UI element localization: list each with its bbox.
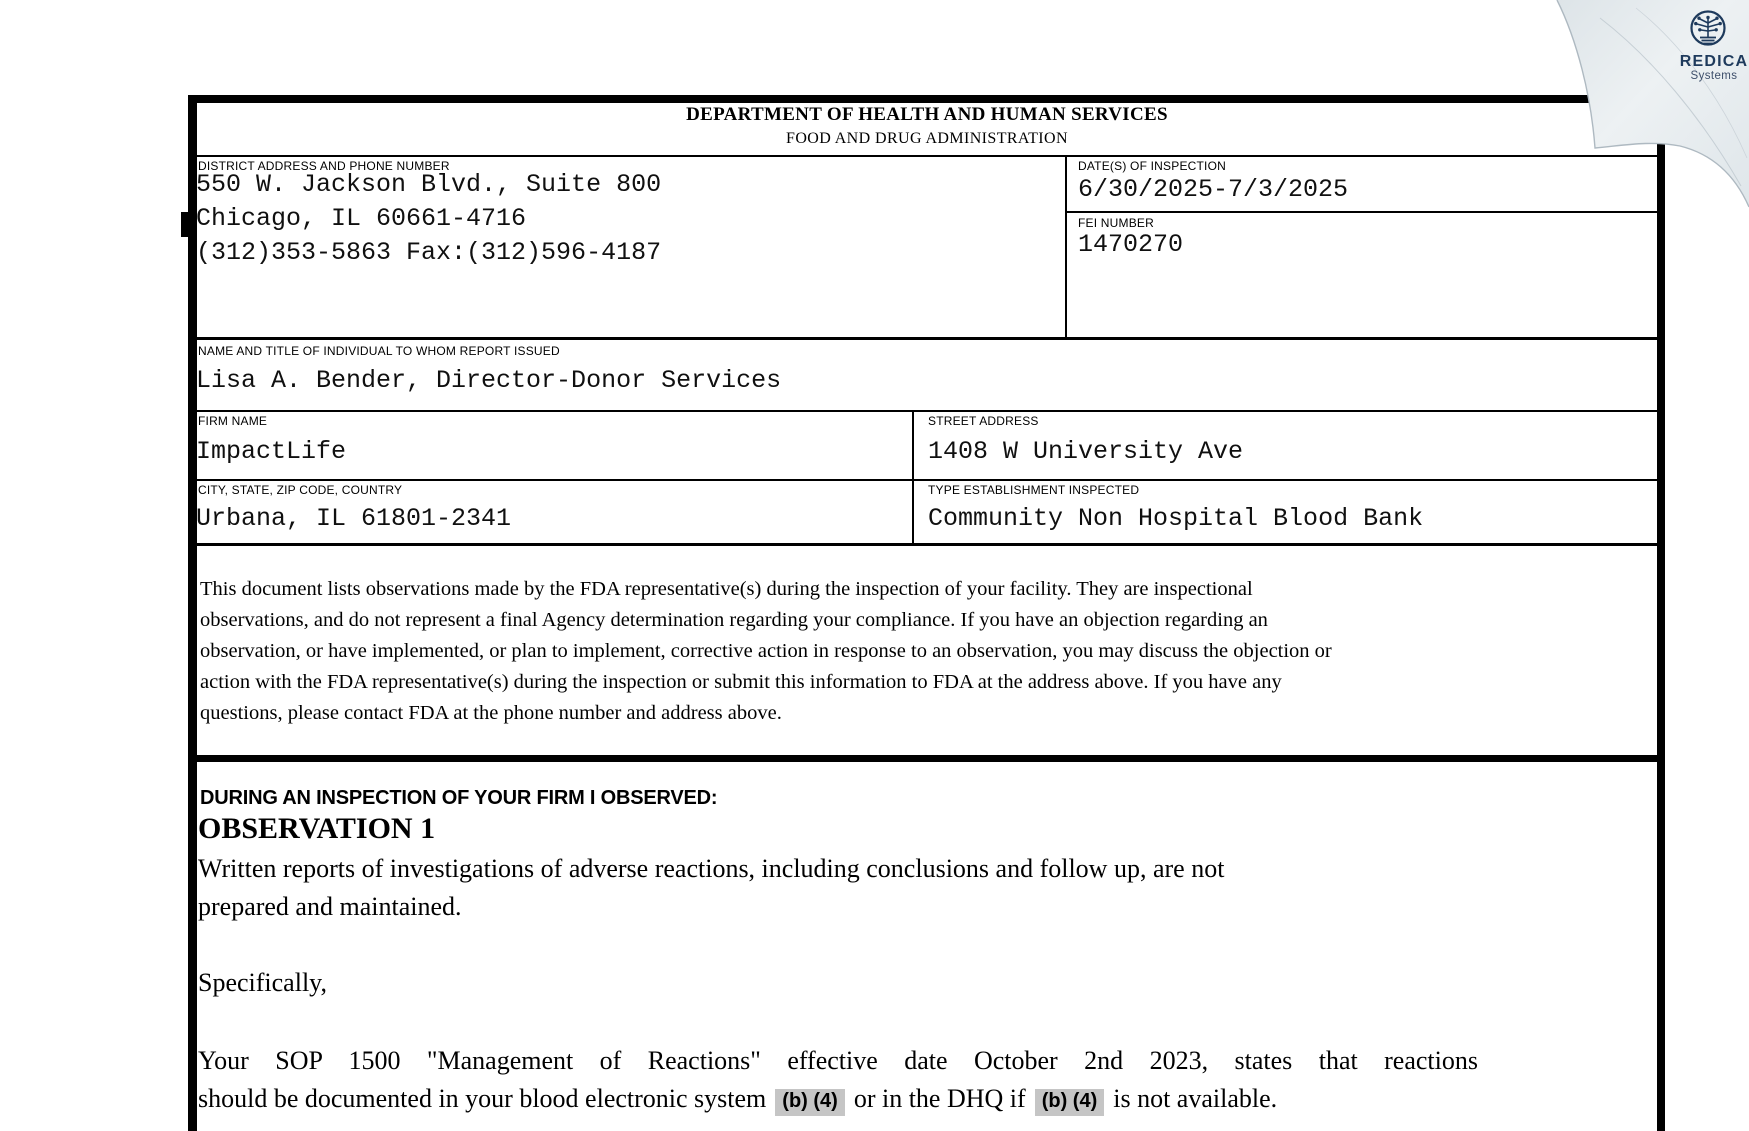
- establishment-type-label: TYPE ESTABLISHMENT INSPECTED: [928, 483, 1140, 497]
- intro-paragraph-line-4: action with the FDA representative(s) during the inspection or submit this information to FDA at the address above. If you have any: [200, 671, 1282, 693]
- rule-under-name-row: [197, 410, 1657, 412]
- rule-under-header: [197, 155, 1657, 157]
- fei-number-value: 1470270: [1078, 230, 1184, 259]
- sop-statement-line-2-text-b: or in the DHQ if: [853, 1084, 1026, 1113]
- finding-line-2: prepared and maintained.: [198, 892, 462, 921]
- firm-name-value: ImpactLife: [196, 437, 347, 466]
- sop-statement-line-1: Your SOP 1500 "Management of Reactions" effective date October 2nd 2023, states that reactions: [198, 1046, 1478, 1075]
- sop-statement-line-2-text-a: should be documented in your blood electronic system: [198, 1084, 767, 1113]
- agency-header: DEPARTMENT OF HEALTH AND HUMAN SERVICES: [686, 104, 1168, 125]
- street-address-value: 1408 W University Ave: [928, 437, 1244, 466]
- inspection-dates-value: 6/30/2025-7/3/2025: [1078, 175, 1349, 204]
- specifically-line: Specifically,: [198, 968, 327, 997]
- fei-number-label: FEI NUMBER: [1078, 216, 1155, 230]
- rule-above-observation-section: [188, 755, 1665, 762]
- city-state-zip-value: Urbana, IL 61801-2341: [196, 504, 512, 533]
- rule-under-firm-row: [197, 479, 1657, 481]
- table-border-right: [1657, 95, 1665, 1131]
- redica-logo-subtitle: Systems: [1690, 70, 1738, 82]
- establishment-type-value: Community Non Hospital Blood Bank: [928, 504, 1424, 533]
- redaction-box-1: (b) (4): [775, 1089, 845, 1116]
- agency-subheader: FOOD AND DRUG ADMINISTRATION: [786, 130, 1068, 147]
- observation-1-title: OBSERVATION 1: [198, 812, 436, 845]
- scan-artifact-tick: [181, 212, 189, 237]
- finding-line-1: Written reports of investigations of adverse reactions, including conclusions and follow up, are not: [198, 854, 1225, 883]
- divider-city-type: [912, 479, 914, 543]
- firm-name-label: FIRM NAME: [198, 414, 268, 428]
- intro-paragraph-line-2: observations, and do not represent a final Agency determination regarding your compliance. If you have an objection regarding an: [200, 609, 1268, 631]
- street-address-label: STREET ADDRESS: [928, 414, 1039, 428]
- report-issued-to-value: Lisa A. Bender, Director-Donor Services: [196, 366, 782, 395]
- report-issued-to-label: NAME AND TITLE OF INDIVIDUAL TO WHOM REPORT ISSUED: [198, 344, 560, 358]
- district-address-line-2: Chicago, IL 60661-4716: [196, 204, 527, 233]
- intro-paragraph-line-1: This document lists observations made by the FDA representative(s) during the inspection of your facility. They are inspectional: [200, 578, 1253, 600]
- rule-under-city-row: [188, 543, 1665, 546]
- divider-dates-column: [1065, 155, 1067, 337]
- district-address-label: DISTRICT ADDRESS AND PHONE NUMBER: [198, 159, 450, 173]
- district-address-line-1: 550 W. Jackson Blvd., Suite 800: [196, 170, 662, 199]
- inspection-dates-label: DATE(S) OF INSPECTION: [1078, 159, 1226, 173]
- city-state-zip-label: CITY, STATE, ZIP CODE, COUNTRY: [198, 483, 403, 497]
- redaction-box-2: (b) (4): [1035, 1089, 1105, 1116]
- redica-logo-wordmark: REDICA: [1679, 53, 1749, 70]
- sop-statement-line-2-text-c: is not available.: [1113, 1084, 1278, 1113]
- divider-firm-street: [912, 410, 914, 479]
- rule-above-name-row: [188, 337, 1665, 340]
- observed-heading: DURING AN INSPECTION OF YOUR FIRM I OBSERVED:: [200, 787, 718, 809]
- intro-paragraph-line-3: observation, or have implemented, or plan to implement, corrective action in response to an observation, you may discuss the objection or: [200, 640, 1332, 662]
- district-address-line-3: (312)353-5863 Fax:(312)596-4187: [196, 238, 662, 267]
- intro-paragraph-line-5: questions, please contact FDA at the phone number and address above.: [200, 702, 782, 724]
- redica-logo-icon: [1688, 9, 1728, 49]
- sop-statement-line-2: [198, 1084, 1498, 1116]
- table-border-top: [188, 95, 1665, 103]
